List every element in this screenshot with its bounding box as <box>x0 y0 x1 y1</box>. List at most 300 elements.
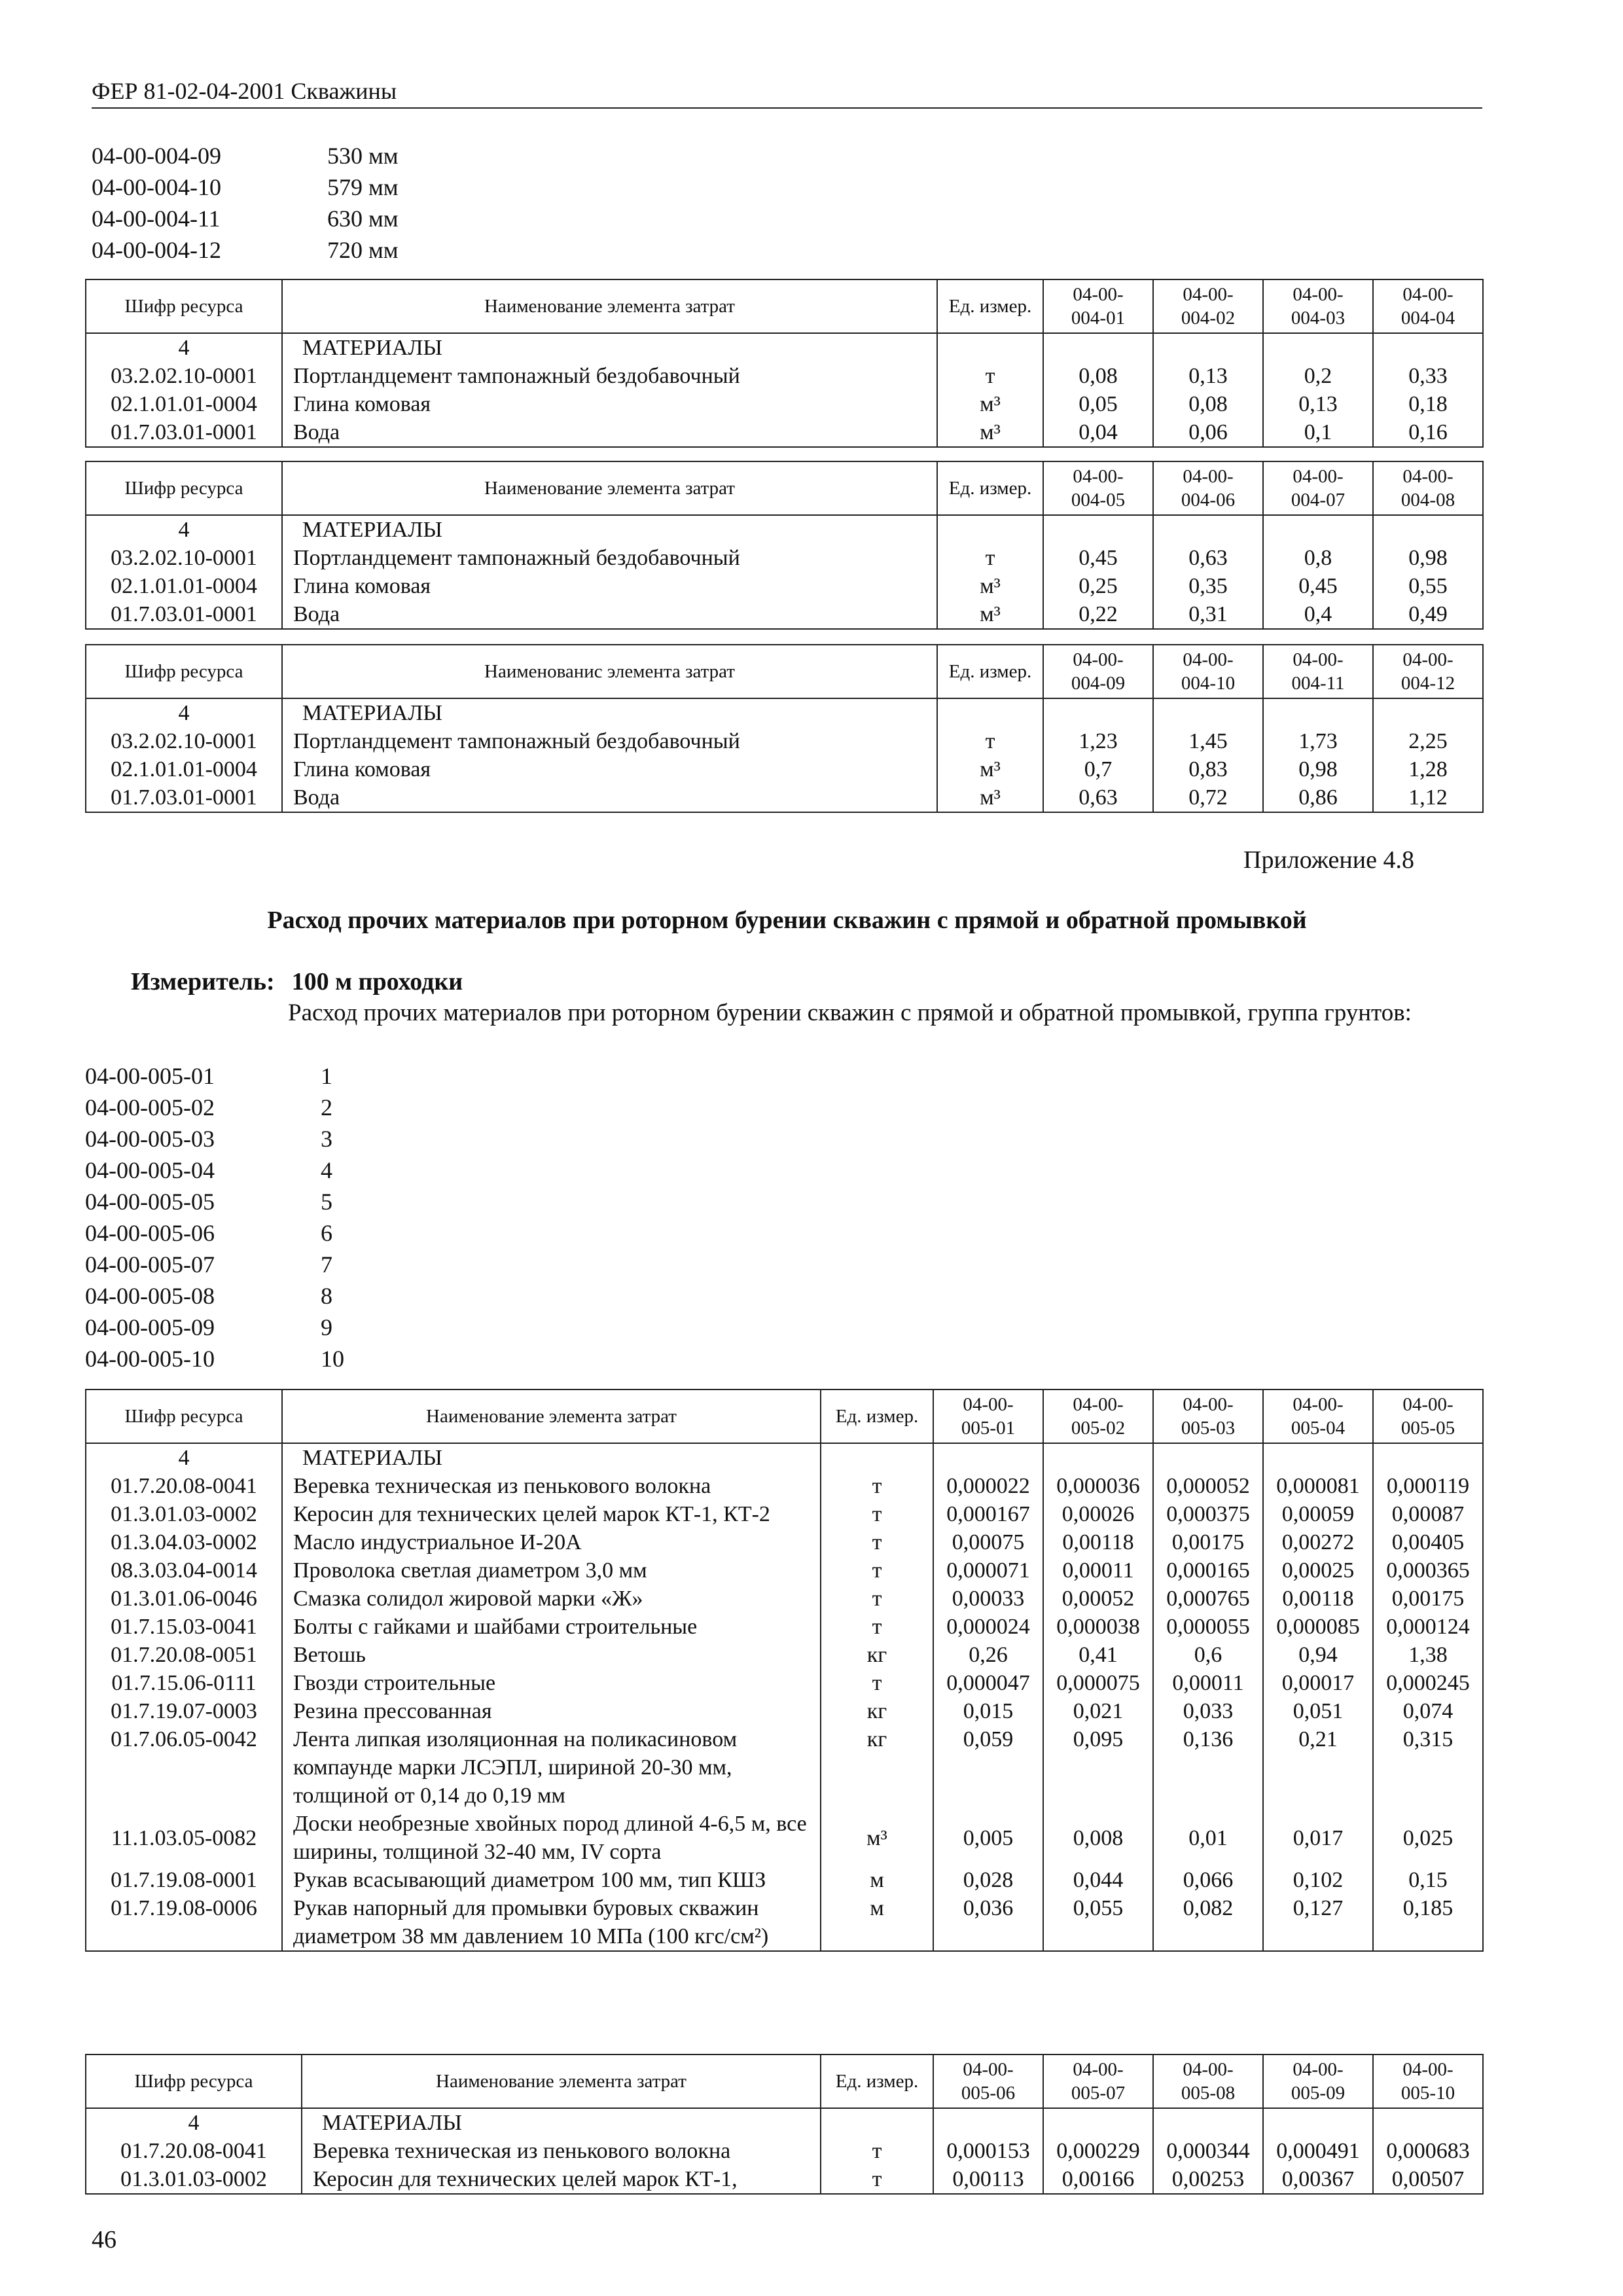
section-title: Расход прочих материалов при роторном бурении скважин с прямой и обратной промывкой <box>267 906 1307 934</box>
resource-code: 01.7.20.08-0041 <box>86 2137 302 2165</box>
norm-code-part: 04-00- <box>1293 1394 1344 1415</box>
norm-code-part: 004-08 <box>1400 490 1455 511</box>
table-header-row <box>86 2054 1483 2108</box>
norm-value: 0,83 <box>1153 755 1263 783</box>
unit-of-measure: т <box>937 362 1043 390</box>
norm-value: 0,017 <box>1263 1810 1373 1866</box>
cost-element-name: Керосин для технических целей марок КТ-1, <box>302 2165 821 2194</box>
resource-code: 04-00-004-11 <box>92 206 221 232</box>
norm-code-part: 005-03 <box>1181 1418 1236 1439</box>
resource-value: 1 <box>321 1063 332 1089</box>
col-header-norm-code <box>1263 645 1373 698</box>
resource-value: 5 <box>321 1189 332 1215</box>
norm-value: 0,000375 <box>1153 1500 1263 1528</box>
norm-code-part: 04-00- <box>1402 2059 1454 2080</box>
norm-table-004-05-08 <box>85 461 1484 630</box>
col-header-norm-code <box>1043 461 1153 515</box>
norm-value: 0,00507 <box>1373 2165 1483 2194</box>
empty-cell <box>937 698 1043 727</box>
unit-of-measure: м³ <box>937 600 1043 629</box>
norm-code-part: 04-00- <box>1183 2059 1234 2080</box>
norm-value: 0,63 <box>1153 544 1263 572</box>
table-row <box>86 1894 1483 1951</box>
group-code: 4 <box>86 515 282 544</box>
norm-value: 0,095 <box>1043 1725 1153 1810</box>
norm-value: 0,00113 <box>933 2165 1043 2194</box>
norm-value: 0,35 <box>1153 572 1263 600</box>
resource-code: 04-00-005-01 <box>85 1063 215 1089</box>
col-header-unit: Ед. измер. <box>821 1390 933 1443</box>
norm-value: 0,000038 <box>1043 1613 1153 1641</box>
group-name: МАТЕРИАЛЫ <box>282 515 937 544</box>
resource-code: 01.7.19.08-0001 <box>86 1866 282 1894</box>
table-row <box>86 1585 1483 1613</box>
norm-value: 0,00118 <box>1263 1585 1373 1613</box>
code-list-row <box>85 1123 344 1155</box>
col-header-norm-code <box>1263 461 1373 515</box>
col-header-unit: Ед. измер. <box>937 645 1043 698</box>
empty-cell <box>1153 515 1263 544</box>
code-list-row <box>85 1217 344 1249</box>
table-row <box>86 544 1483 572</box>
empty-cell <box>1263 1443 1373 1472</box>
norm-value: 0,55 <box>1373 572 1483 600</box>
norm-code-part: 04-00- <box>1293 2059 1344 2080</box>
empty-cell <box>933 1443 1043 1472</box>
cost-element-name: Глина комовая <box>282 572 937 600</box>
resource-value: 7 <box>321 1251 332 1278</box>
norm-value: 0,00026 <box>1043 1500 1153 1528</box>
col-header-norm-code <box>1263 2054 1373 2108</box>
resource-code: 04-00-004-12 <box>92 237 221 263</box>
table-row <box>86 1556 1483 1585</box>
norm-value: 0,000071 <box>933 1556 1043 1585</box>
norm-value: 1,38 <box>1373 1641 1483 1669</box>
resource-code: 04-00-004-09 <box>92 143 221 169</box>
code-list-row <box>85 1186 344 1217</box>
cost-element-name: Вода <box>282 783 937 812</box>
norm-value: 0,41 <box>1043 1641 1153 1669</box>
unit-of-measure: т <box>937 727 1043 755</box>
norm-code-part: 04-00- <box>1183 1394 1234 1415</box>
norm-code-part: 004-01 <box>1071 308 1126 329</box>
col-header-norm-code <box>1153 279 1263 333</box>
norm-code-part: 005-08 <box>1181 2083 1236 2104</box>
norm-value: 0,082 <box>1153 1894 1263 1951</box>
norm-code-part: 004-02 <box>1181 308 1236 329</box>
group-code: 4 <box>86 1443 282 1472</box>
code-list-row <box>85 1249 344 1280</box>
cost-element-name: Резина прессованная <box>282 1697 821 1725</box>
resource-code: 01.7.15.03-0041 <box>86 1613 282 1641</box>
norm-code-part: 04-00- <box>1183 284 1234 305</box>
norm-table-004-09-12 <box>85 644 1484 813</box>
norm-value: 0,4 <box>1263 600 1373 629</box>
cost-element-name: Портландцемент тампонажный бездобавочный <box>282 362 937 390</box>
col-header-norm-code <box>933 2054 1043 2108</box>
group-code: 4 <box>86 2108 302 2137</box>
cost-element-name: Вода <box>282 600 937 629</box>
norm-value: 0,13 <box>1153 362 1263 390</box>
norm-value: 0,102 <box>1263 1866 1373 1894</box>
norm-value: 0,00011 <box>1043 1556 1153 1585</box>
col-header-name: Наименование элемента затрат <box>282 1390 821 1443</box>
norm-value: 0,00025 <box>1263 1556 1373 1585</box>
col-header-unit: Ед. измер. <box>821 2054 933 2108</box>
unit-of-measure: м <box>821 1894 933 1951</box>
norm-code-part: 004-07 <box>1291 490 1346 511</box>
cost-element-name: Портландцемент тампонажный бездобавочный <box>282 727 937 755</box>
empty-cell <box>1043 698 1153 727</box>
group-name: МАТЕРИАЛЫ <box>282 333 937 362</box>
table-header-row <box>86 645 1483 698</box>
description-text: Расход прочих материалов при роторном бурении скважин с прямой и обратной промывкой, группа грунтов: <box>288 999 1412 1026</box>
norm-value: 0,49 <box>1373 600 1483 629</box>
norm-value: 0,000085 <box>1263 1613 1373 1641</box>
resource-code: 03.2.02.10-0001 <box>86 362 282 390</box>
empty-cell <box>1373 1443 1483 1472</box>
norm-value: 0,00052 <box>1043 1585 1153 1613</box>
resource-code: 01.3.04.03-0002 <box>86 1528 282 1556</box>
code-list-row <box>85 1092 344 1123</box>
col-header-code: Шифр ресурса <box>86 645 282 698</box>
norm-value: 0,98 <box>1373 544 1483 572</box>
table-row <box>86 1641 1483 1669</box>
norm-code-part: 005-10 <box>1400 2083 1455 2104</box>
norm-value: 0,08 <box>1153 390 1263 418</box>
resource-code: 01.7.19.07-0003 <box>86 1697 282 1725</box>
norm-code-part: 04-00- <box>1073 2059 1124 2080</box>
norm-value: 0,000153 <box>933 2137 1043 2165</box>
unit-of-measure: кг <box>821 1641 933 1669</box>
resource-code: 11.1.03.05-0082 <box>86 1810 282 1866</box>
norm-value: 0,31 <box>1153 600 1263 629</box>
norm-value: 0,15 <box>1373 1866 1483 1894</box>
resource-value: 8 <box>321 1283 332 1309</box>
empty-cell <box>1153 698 1263 727</box>
norm-value: 0,021 <box>1043 1697 1153 1725</box>
norm-value: 0,06 <box>1153 418 1263 447</box>
norm-code-part: 005-09 <box>1291 2083 1346 2104</box>
resource-code: 04-00-005-09 <box>85 1314 215 1340</box>
norm-value: 0,000022 <box>933 1472 1043 1500</box>
resource-code: 01.3.01.03-0002 <box>86 2165 302 2194</box>
norm-code-part: 04-00- <box>1183 649 1234 670</box>
resource-value: 2 <box>321 1094 332 1121</box>
norm-code-part: 04-00- <box>1293 649 1344 670</box>
empty-cell <box>1153 333 1263 362</box>
norm-value: 0,13 <box>1263 390 1373 418</box>
col-header-code: Шифр ресурса <box>86 461 282 515</box>
table-row <box>86 727 1483 755</box>
norm-value: 0,000075 <box>1043 1669 1153 1697</box>
table-row <box>86 2165 1483 2194</box>
table-row <box>86 1472 1483 1500</box>
table-row <box>86 1528 1483 1556</box>
resource-code: 04-00-005-10 <box>85 1346 215 1372</box>
norm-value: 0,066 <box>1153 1866 1263 1894</box>
norm-code-part: 004-11 <box>1291 673 1345 694</box>
unit-of-measure: т <box>821 1585 933 1613</box>
resource-code: 02.1.01.01-0004 <box>86 390 282 418</box>
norm-value: 0,00075 <box>933 1528 1043 1556</box>
code-list-row <box>92 171 399 203</box>
table-row <box>86 572 1483 600</box>
col-header-norm-code <box>1373 645 1483 698</box>
col-header-norm-code <box>1373 279 1483 333</box>
table-row <box>86 2137 1483 2165</box>
resource-code: 04-00-005-08 <box>85 1283 215 1309</box>
empty-cell <box>1043 333 1153 362</box>
norm-code-part: 04-00- <box>1293 466 1344 487</box>
col-header-norm-code <box>1263 1390 1373 1443</box>
cost-element-name: Масло индустриальное И-20А <box>282 1528 821 1556</box>
norm-value: 0,22 <box>1043 600 1153 629</box>
norm-value: 0,25 <box>1043 572 1153 600</box>
col-header-norm-code <box>1043 645 1153 698</box>
resource-value: 10 <box>321 1346 344 1372</box>
cost-element-name: Глина комовая <box>282 390 937 418</box>
col-header-norm-code <box>1043 279 1153 333</box>
col-header-norm-code <box>1373 2054 1483 2108</box>
norm-code-part: 005-07 <box>1071 2083 1126 2104</box>
norm-value: 0,025 <box>1373 1810 1483 1866</box>
unit-of-measure: м³ <box>937 783 1043 812</box>
norm-table-004-01-04 <box>85 279 1484 448</box>
code-list-row <box>85 1155 344 1186</box>
resource-code: 01.7.20.08-0041 <box>86 1472 282 1500</box>
group-row <box>86 1443 1483 1472</box>
norm-value: 1,12 <box>1373 783 1483 812</box>
resource-code: 01.7.20.08-0051 <box>86 1641 282 1669</box>
cost-element-name: Глина комовая <box>282 755 937 783</box>
norm-code-part: 004-03 <box>1291 308 1346 329</box>
norm-value: 0,21 <box>1263 1725 1373 1810</box>
col-header-unit: Ед. измер. <box>937 279 1043 333</box>
cost-element-name: Смазка солидол жировой марки «Ж» <box>282 1585 821 1613</box>
table-row <box>86 1669 1483 1697</box>
norm-value: 0,45 <box>1263 572 1373 600</box>
cost-element-name: Вода <box>282 418 937 447</box>
norm-code-part: 04-00- <box>1073 284 1124 305</box>
resource-code: 04-00-005-03 <box>85 1126 215 1152</box>
cost-element-name: Веревка техническая из пенькового волокна <box>282 1472 821 1500</box>
code-list-row <box>85 1312 344 1343</box>
meter-value: 100 м проходки <box>291 968 463 996</box>
col-header-code: Шифр ресурса <box>86 2054 302 2108</box>
unit-of-measure: м³ <box>937 572 1043 600</box>
resource-code: 01.3.01.06-0046 <box>86 1585 282 1613</box>
empty-cell <box>937 515 1043 544</box>
empty-cell <box>821 1443 933 1472</box>
norm-value: 0,000765 <box>1153 1585 1263 1613</box>
unit-of-measure: т <box>821 1528 933 1556</box>
table-header-row <box>86 461 1483 515</box>
norm-value: 0,33 <box>1373 362 1483 390</box>
norm-value: 0,6 <box>1153 1641 1263 1669</box>
code-list-005 <box>85 1060 344 1374</box>
table-row <box>86 390 1483 418</box>
empty-cell <box>1043 515 1153 544</box>
col-header-name: Наименование элемента затрат <box>282 461 937 515</box>
resource-value: 630 мм <box>327 206 399 232</box>
unit-of-measure: м³ <box>821 1810 933 1866</box>
empty-cell <box>1043 2108 1153 2137</box>
table-row <box>86 600 1483 629</box>
resource-code: 04-00-005-04 <box>85 1157 215 1183</box>
norm-value: 0,72 <box>1153 783 1263 812</box>
group-code: 4 <box>86 333 282 362</box>
col-header-name: Наименование элемента затрат <box>302 2054 821 2108</box>
resource-code: 01.7.03.01-0001 <box>86 418 282 447</box>
code-list-row <box>85 1280 344 1312</box>
group-row <box>86 333 1483 362</box>
norm-value: 0,00118 <box>1043 1528 1153 1556</box>
resource-code: 01.3.01.03-0002 <box>86 1500 282 1528</box>
unit-of-measure: т <box>821 2137 933 2165</box>
norm-value: 0,059 <box>933 1725 1043 1810</box>
unit-of-measure: м³ <box>937 418 1043 447</box>
norm-value: 0,00017 <box>1263 1669 1373 1697</box>
empty-cell <box>937 333 1043 362</box>
table-row <box>86 1866 1483 1894</box>
cost-element-name: Ветошь <box>282 1641 821 1669</box>
code-list-row <box>92 234 399 266</box>
norm-value: 0,051 <box>1263 1697 1373 1725</box>
norm-code-part: 005-01 <box>961 1418 1016 1439</box>
resource-value: 720 мм <box>327 237 399 263</box>
empty-cell <box>1153 1443 1263 1472</box>
resource-code: 01.7.15.06-0111 <box>86 1669 282 1697</box>
resource-value: 9 <box>321 1314 332 1340</box>
empty-cell <box>1373 515 1483 544</box>
resource-value: 579 мм <box>327 174 399 200</box>
norm-code-part: 04-00- <box>1073 1394 1124 1415</box>
norm-code-part: 04-00- <box>1402 649 1454 670</box>
running-header: ФЕР 81-02-04-2001 Скважины <box>92 77 1482 109</box>
meter-line <box>131 967 463 996</box>
cost-element-name: Болты с гайками и шайбами строительные <box>282 1613 821 1641</box>
norm-value: 0,00405 <box>1373 1528 1483 1556</box>
col-header-norm-code <box>1373 1390 1483 1443</box>
code-list-row <box>92 140 399 171</box>
norm-value: 0,136 <box>1153 1725 1263 1810</box>
empty-cell <box>1373 2108 1483 2137</box>
table-row <box>86 783 1483 812</box>
norm-value: 0,000036 <box>1043 1472 1153 1500</box>
norm-value: 0,127 <box>1263 1894 1373 1951</box>
norm-value: 0,000365 <box>1373 1556 1483 1585</box>
group-name: МАТЕРИАЛЫ <box>282 698 937 727</box>
norm-value: 0,16 <box>1373 418 1483 447</box>
group-row <box>86 698 1483 727</box>
resource-code: 01.7.19.08-0006 <box>86 1894 282 1951</box>
norm-value: 1,45 <box>1153 727 1263 755</box>
norm-code-part: 005-02 <box>1071 1418 1126 1439</box>
empty-cell <box>821 2108 933 2137</box>
norm-value: 0,055 <box>1043 1894 1153 1951</box>
norm-code-part: 04-00- <box>963 2059 1014 2080</box>
norm-code-part: 004-09 <box>1071 673 1126 694</box>
empty-cell <box>1263 2108 1373 2137</box>
group-code: 4 <box>86 698 282 727</box>
norm-value: 0,2 <box>1263 362 1373 390</box>
unit-of-measure: т <box>821 1556 933 1585</box>
norm-value: 0,00272 <box>1263 1528 1373 1556</box>
norm-value: 0,94 <box>1263 1641 1373 1669</box>
resource-code: 03.2.02.10-0001 <box>86 727 282 755</box>
resource-value: 6 <box>321 1220 332 1246</box>
norm-value: 0,26 <box>933 1641 1043 1669</box>
norm-value: 0,000081 <box>1263 1472 1373 1500</box>
norm-code-part: 005-06 <box>961 2083 1016 2104</box>
resource-code: 08.3.03.04-0014 <box>86 1556 282 1585</box>
norm-code-part: 005-05 <box>1400 1418 1455 1439</box>
norm-value: 0,04 <box>1043 418 1153 447</box>
norm-value: 0,00166 <box>1043 2165 1153 2194</box>
norm-code-part: 005-04 <box>1291 1418 1346 1439</box>
norm-code-part: 004-06 <box>1181 490 1236 511</box>
norm-value: 0,000055 <box>1153 1613 1263 1641</box>
norm-value: 0,45 <box>1043 544 1153 572</box>
unit-of-measure: м <box>821 1866 933 1894</box>
norm-value: 1,73 <box>1263 727 1373 755</box>
norm-value: 0,86 <box>1263 783 1373 812</box>
table-header-row <box>86 1390 1483 1443</box>
col-header-norm-code <box>1043 2054 1153 2108</box>
meter-label: Измеритель: <box>131 968 275 996</box>
resource-value: 4 <box>321 1157 332 1183</box>
empty-cell <box>1373 698 1483 727</box>
norm-code-part: 04-00- <box>1183 466 1234 487</box>
norm-code-part: 004-10 <box>1181 673 1236 694</box>
empty-cell <box>933 2108 1043 2137</box>
unit-of-measure: т <box>821 1500 933 1528</box>
resource-value: 3 <box>321 1126 332 1152</box>
norm-value: 0,028 <box>933 1866 1043 1894</box>
empty-cell <box>1263 515 1373 544</box>
col-header-norm-code <box>1153 461 1263 515</box>
col-header-norm-code <box>1153 1390 1263 1443</box>
norm-value: 0,00059 <box>1263 1500 1373 1528</box>
norm-value: 0,000047 <box>933 1669 1043 1697</box>
resource-code: 04-00-004-10 <box>92 174 221 200</box>
unit-of-measure: т <box>821 1669 933 1697</box>
col-header-norm-code <box>933 1390 1043 1443</box>
norm-value: 0,00253 <box>1153 2165 1263 2194</box>
norm-value: 0,000052 <box>1153 1472 1263 1500</box>
norm-value: 0,000245 <box>1373 1669 1483 1697</box>
col-header-code: Шифр ресурса <box>86 279 282 333</box>
norm-value: 0,000165 <box>1153 1556 1263 1585</box>
norm-value: 0,015 <box>933 1697 1043 1725</box>
appendix-label: Приложение 4.8 <box>1243 846 1414 874</box>
cost-element-name: Рукав всасывающий диаметром 100 мм, тип КШЗ <box>282 1866 821 1894</box>
unit-of-measure: м³ <box>937 390 1043 418</box>
norm-value: 0,005 <box>933 1810 1043 1866</box>
code-list-row <box>85 1343 344 1374</box>
col-header-norm-code <box>1043 1390 1153 1443</box>
unit-of-measure: кг <box>821 1725 933 1810</box>
norm-table-005-06-10 <box>85 2054 1484 2195</box>
col-header-norm-code <box>1373 461 1483 515</box>
norm-value: 0,08 <box>1043 362 1153 390</box>
unit-of-measure: т <box>821 1472 933 1500</box>
norm-value: 1,23 <box>1043 727 1153 755</box>
cost-element-name: Веревка техническая из пенькового волокна <box>302 2137 821 2165</box>
resource-code: 04-00-005-02 <box>85 1094 215 1121</box>
resource-code: 01.7.03.01-0001 <box>86 600 282 629</box>
